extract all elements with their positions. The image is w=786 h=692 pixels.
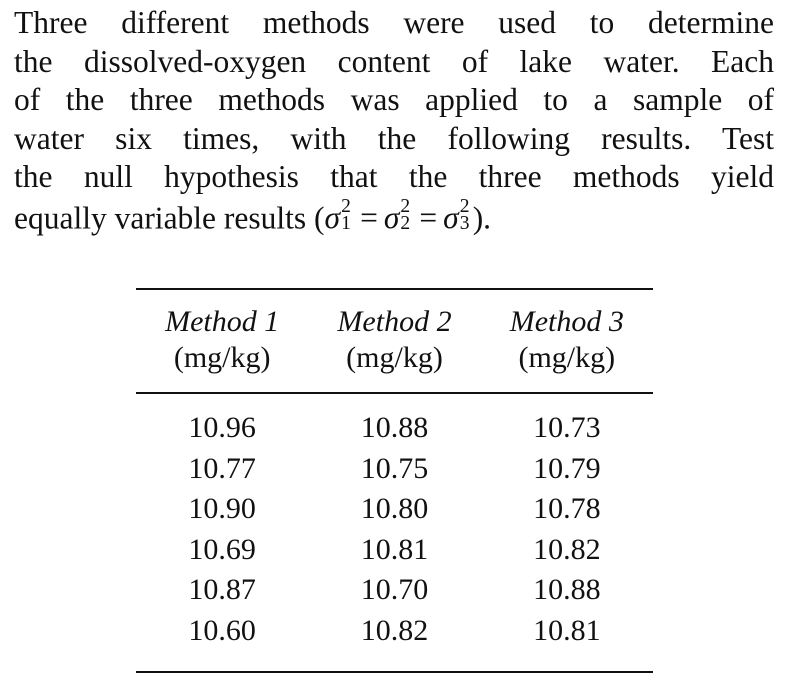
column-unit: (mg/kg) bbox=[518, 341, 616, 374]
table-cell: 10.87 bbox=[188, 573, 256, 606]
table-cell: 10.81 bbox=[533, 613, 601, 647]
table-cell: 10.75 bbox=[360, 451, 429, 485]
table-cell: 10.82 bbox=[360, 613, 429, 647]
table-cell: 10.73 bbox=[533, 411, 601, 444]
table-row bbox=[136, 489, 653, 530]
problem-line-6-suffix: ). bbox=[472, 200, 492, 235]
table-cell: 10.80 bbox=[360, 492, 429, 525]
table-cell: 10.90 bbox=[188, 492, 256, 525]
sigma-symbol-3: σ bbox=[443, 200, 459, 235]
power-2: 2 bbox=[400, 195, 411, 217]
column-header-method-2 bbox=[308, 304, 480, 376]
problem-line-6-prefix: equally variable results ( bbox=[14, 200, 325, 235]
problem-line-2: the dissolved-oxygen content of lake water. Each bbox=[14, 43, 774, 79]
table-cell: 10.70 bbox=[360, 573, 429, 606]
equals-sign-2: = bbox=[419, 200, 438, 235]
table-row bbox=[136, 611, 653, 652]
problem-line-3: of the three methods was applied to a sample of bbox=[14, 82, 774, 117]
table-row bbox=[136, 570, 653, 611]
column-name: Method 2 bbox=[337, 305, 452, 338]
column-unit: (mg/kg) bbox=[173, 341, 271, 374]
table-cell: 10.88 bbox=[360, 411, 429, 444]
column-header-method-3 bbox=[481, 304, 653, 376]
table-cell: 10.77 bbox=[188, 451, 256, 485]
power-1: 2 bbox=[341, 195, 351, 217]
column-name: Method 3 bbox=[509, 305, 624, 338]
column-header-method-1 bbox=[136, 304, 308, 376]
equals-sign-1: = bbox=[360, 200, 378, 235]
table-cell: 10.78 bbox=[533, 492, 601, 525]
results-table bbox=[136, 288, 653, 673]
column-unit: (mg/kg) bbox=[346, 341, 443, 374]
variance-equality-formula bbox=[324, 195, 473, 235]
table-cell: 10.60 bbox=[188, 613, 256, 647]
table-cell: 10.81 bbox=[360, 532, 429, 566]
table-cell: 10.69 bbox=[188, 532, 256, 566]
sigma-symbol-1: σ bbox=[324, 200, 341, 235]
table-cell: 10.79 bbox=[533, 451, 601, 485]
table-row bbox=[136, 449, 653, 490]
problem-line-1: Three different methods were used to determine bbox=[14, 5, 774, 40]
table-cell: 10.88 bbox=[533, 573, 601, 606]
problem-line-6 bbox=[14, 197, 774, 238]
column-name: Method 1 bbox=[165, 305, 280, 338]
table-cell: 10.96 bbox=[188, 411, 256, 444]
subscript-3: 3 bbox=[459, 213, 470, 235]
problem-line-4: water six times, with the following results. Test bbox=[14, 120, 774, 156]
problem-statement bbox=[14, 4, 774, 238]
sigma-symbol-2: σ bbox=[383, 200, 400, 235]
table-row bbox=[136, 530, 653, 571]
subscript-1: 1 bbox=[341, 213, 351, 235]
table-header-row bbox=[136, 290, 653, 392]
power-3: 2 bbox=[459, 195, 470, 217]
table-cell: 10.82 bbox=[533, 532, 601, 566]
table-row bbox=[136, 408, 653, 449]
subscript-2: 2 bbox=[400, 213, 411, 235]
table-bottom-rule bbox=[136, 671, 653, 673]
problem-line-5: the null hypothesis that the three methods yield bbox=[14, 159, 774, 194]
table-body bbox=[136, 394, 653, 671]
